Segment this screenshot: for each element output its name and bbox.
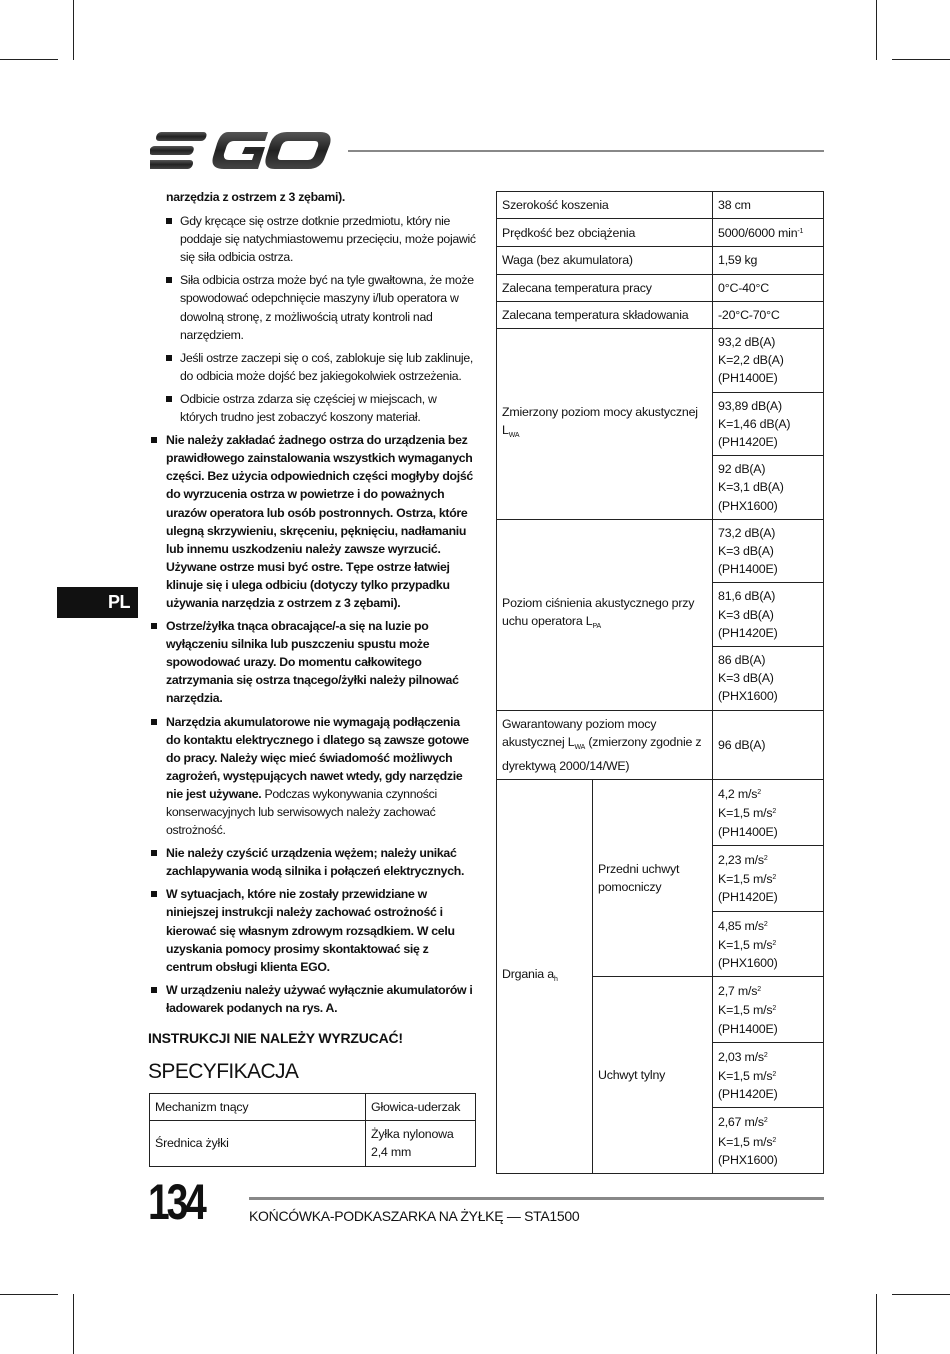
table-cell: 73,2 dB(A) K=3 dB(A) (PH1400E): [713, 519, 824, 583]
table-row: [497, 274, 824, 301]
crop-mark: [73, 1294, 74, 1354]
table-row: [497, 192, 824, 219]
header-rule: [348, 150, 824, 152]
table-cell: 86 dB(A) K=3 dB(A) (PHX1600): [713, 647, 824, 711]
table-cell: 92 dB(A) K=3,1 dB(A) (PHX1600): [713, 456, 824, 520]
table-cell: Gwarantowany poziom mocy akustycznej $L_{WA}$ (zmierzony zgodnie z dyrektywą 2000/14/WE): [497, 710, 713, 780]
table-cell: 81,6 dB(A) K=3 dB(A) (PH1420E): [713, 583, 824, 647]
bullet-square-icon: [151, 437, 157, 443]
crop-mark: [73, 0, 74, 60]
table-row: [497, 247, 824, 274]
bullet-square-icon: [166, 355, 172, 361]
table-row: [497, 301, 824, 328]
list-item: Siła odbicia ostrza może być na tyle gwałtowna, że może spowodować odepchnięcie maszyny i/lub operatora w dowolną stronę, z możliwością utraty kontroli nad narzędziem.: [148, 271, 476, 343]
bullet-square-icon: [151, 623, 157, 629]
table-cell: 2,7 $m/s^2$ K=1,5 $m/s^2$ (PH1400E): [713, 977, 824, 1043]
table-cell: Waga (bez akumulatora): [497, 247, 713, 274]
table-cell: Poziom ciśnienia akustycznego przy uchu operatora $L_{PA}$: [497, 519, 713, 710]
crop-mark: [876, 0, 877, 60]
table-cell: 93,89 dB(A) K=1,46 dB(A) (PH1420E): [713, 392, 824, 456]
table-row: [497, 710, 824, 780]
crop-mark: [0, 59, 58, 60]
table-cell: Zalecana temperatura składowania: [497, 301, 713, 328]
list-item: Nie należy czyścić urządzenia wężem; należy unikać zachlapywania wodą silnika i połączeń elektrycznych.: [148, 844, 476, 880]
list-item: W sytuacjach, które nie zostały przewidziane w niniejszej instrukcji należy zachować ostrożność i kierować się własnym zdrowym rozsądkiem. W celu uzyskania pomocy prosimy skontaktować się z centrum obsługi klienta EGO.: [148, 885, 476, 975]
table-cell: Zmierzony poziom mocy akustycznej $L_{WA}$: [497, 329, 713, 520]
table-cell: Prędkość bez obciążenia: [497, 219, 713, 247]
table-cell: 96 dB(A): [713, 710, 824, 780]
bullet-square-icon: [151, 719, 157, 725]
table-row: [497, 329, 824, 393]
list-item: Nie należy zakładać żadnego ostrza do urządzenia bez prawidłowego zainstalowania wszystkich wymaganych części. Bez użycia odpowiednich części mogłyby dojść do wyrzucenia ostrza w powietrze i do poważnych urazów operatora lub osób postronnych. Ostrza, które ulegną skrzywieniu, skręceniu, pęknięciu, nadłamaniu lub innemu uszkodzeniu należy zawsze wyrzucić. Używane ostrze musi być ostre. Tępe ostrze łatwiej klinuje się i ulega odbiciu (dotyczy tylko przypadku używania narzędzia z ostrzem z 3 zębami).: [148, 431, 476, 612]
list-item: Gdy kręcące się ostrze dotknie przedmiotu, który nie poddaje się natychmiastowemu przecięciu, może pojawić się siła odbicia ostrza.: [148, 212, 476, 266]
table-cell: Zalecana temperatura pracy: [497, 274, 713, 301]
list-item: Jeśli ostrze zaczepi się o coś, zablokuje się lub zaklinuje, do odbicia może dojść bez jakiegokolwiek ostrzeżenia.: [148, 349, 476, 385]
table-row: [150, 1121, 476, 1166]
table-cell: Szerokość koszenia: [497, 192, 713, 219]
table-cell: 4,2 $m/s^2$ K=1,5 $m/s^2$ (PH1400E): [713, 780, 824, 846]
footer-title: KOŃCÓWKA-PODKASZARKA NA ŻYŁKĘ — STA1500: [249, 1208, 580, 1224]
ego-logo: [150, 130, 332, 172]
bullet-square-icon: [151, 850, 157, 856]
bullet-square-icon: [151, 987, 157, 993]
page-number: 134: [148, 1174, 204, 1230]
table-cell: 5000/6000 $\min^{-1}$: [713, 219, 824, 247]
list-item: W urządzeniu należy używać wyłącznie akumulatorów i ładowarek podanych na rys. A.: [148, 981, 476, 1017]
bullet-square-icon: [151, 891, 157, 897]
table-cell: Drgania $a_h$: [497, 780, 593, 1174]
table-cell: Żyłka nylonowa 2,4 mm: [366, 1121, 476, 1166]
table-row: [497, 219, 824, 247]
table-cell: 4,85 $m/s^2$ K=1,5 $m/s^2$ (PHX1600): [713, 911, 824, 977]
left-column: [148, 188, 476, 1091]
table-cell: Średnica żyłki: [150, 1121, 366, 1166]
crop-mark: [876, 1294, 877, 1354]
table-cell: Głowica-uderzak: [366, 1094, 476, 1121]
table-cell: 93,2 dB(A) K=2,2 dB(A) (PH1400E): [713, 329, 824, 393]
spec-table: [496, 191, 824, 1174]
crop-mark: [892, 1294, 950, 1295]
table-cell: 1,59 kg: [713, 247, 824, 274]
warning-heading: INSTRUKCJI NIE NALEŻY WYRZUCAĆ!: [148, 1030, 403, 1047]
language-tab-label: PL: [108, 592, 131, 612]
table-cell: -20°C-70°C: [713, 301, 824, 328]
table-cell: Uchwyt tylny: [593, 977, 713, 1174]
table-cell: 2,03 $m/s^2$ K=1,5 $m/s^2$ (PH1420E): [713, 1042, 824, 1108]
spec-table-small: [149, 1093, 476, 1167]
crop-mark: [892, 59, 950, 60]
crop-mark: [0, 1294, 58, 1295]
bullet-square-icon: [166, 218, 172, 224]
table-cell: 38 cm: [713, 192, 824, 219]
table-row: [497, 780, 824, 846]
table-row: [150, 1094, 476, 1121]
bullet-square-icon: [166, 277, 172, 283]
footer-rule: [249, 1197, 824, 1200]
table-cell: 2,23 $m/s^2$ K=1,5 $m/s^2$ (PH1420E): [713, 845, 824, 911]
table-cell: 2,67 $m/s^2$ K=1,5 $m/s^2$ (PHX1600): [713, 1108, 824, 1174]
spec-heading: SPECYFIKACJA: [148, 1060, 299, 1084]
brand-name: [0, 0, 1, 1]
intro-line: narzędzia z ostrzem z 3 zębami).: [166, 190, 346, 204]
bullet-square-icon: [166, 396, 172, 402]
list-item: Odbicie ostrza zdarza się częściej w miejscach, w których trudno jest zobaczyć koszony materiał.: [148, 390, 476, 426]
list-item: Narzędzia akumulatorowe nie wymagają podłączenia do kontaktu elektrycznego i dlatego są zawsze gotowe do pracy. Należy więc mieć świadomość możliwych zagrożeń, występujących nawet wtedy, gdy narzędzie nie jest używane. Podczas wykonywania czynności konserwacyjnych lub serwisowych należy zachować ostrożność.: [148, 713, 476, 840]
list-item: Ostrze/żyłka tnąca obracające/-a się na luzie po wyłączeniu silnika lub puszczeniu spustu może spowodować urazy. Do momentu całkowitego zatrzymania się ostrza tnącego/żyłki należy pilnować narzędzia.: [148, 617, 476, 707]
table-cell: Mechanizm tnący: [150, 1094, 366, 1121]
table-cell: 0°C-40°C: [713, 274, 824, 301]
table-cell: Przedni uchwyt pomocniczy: [593, 780, 713, 977]
table-row: [497, 519, 824, 583]
